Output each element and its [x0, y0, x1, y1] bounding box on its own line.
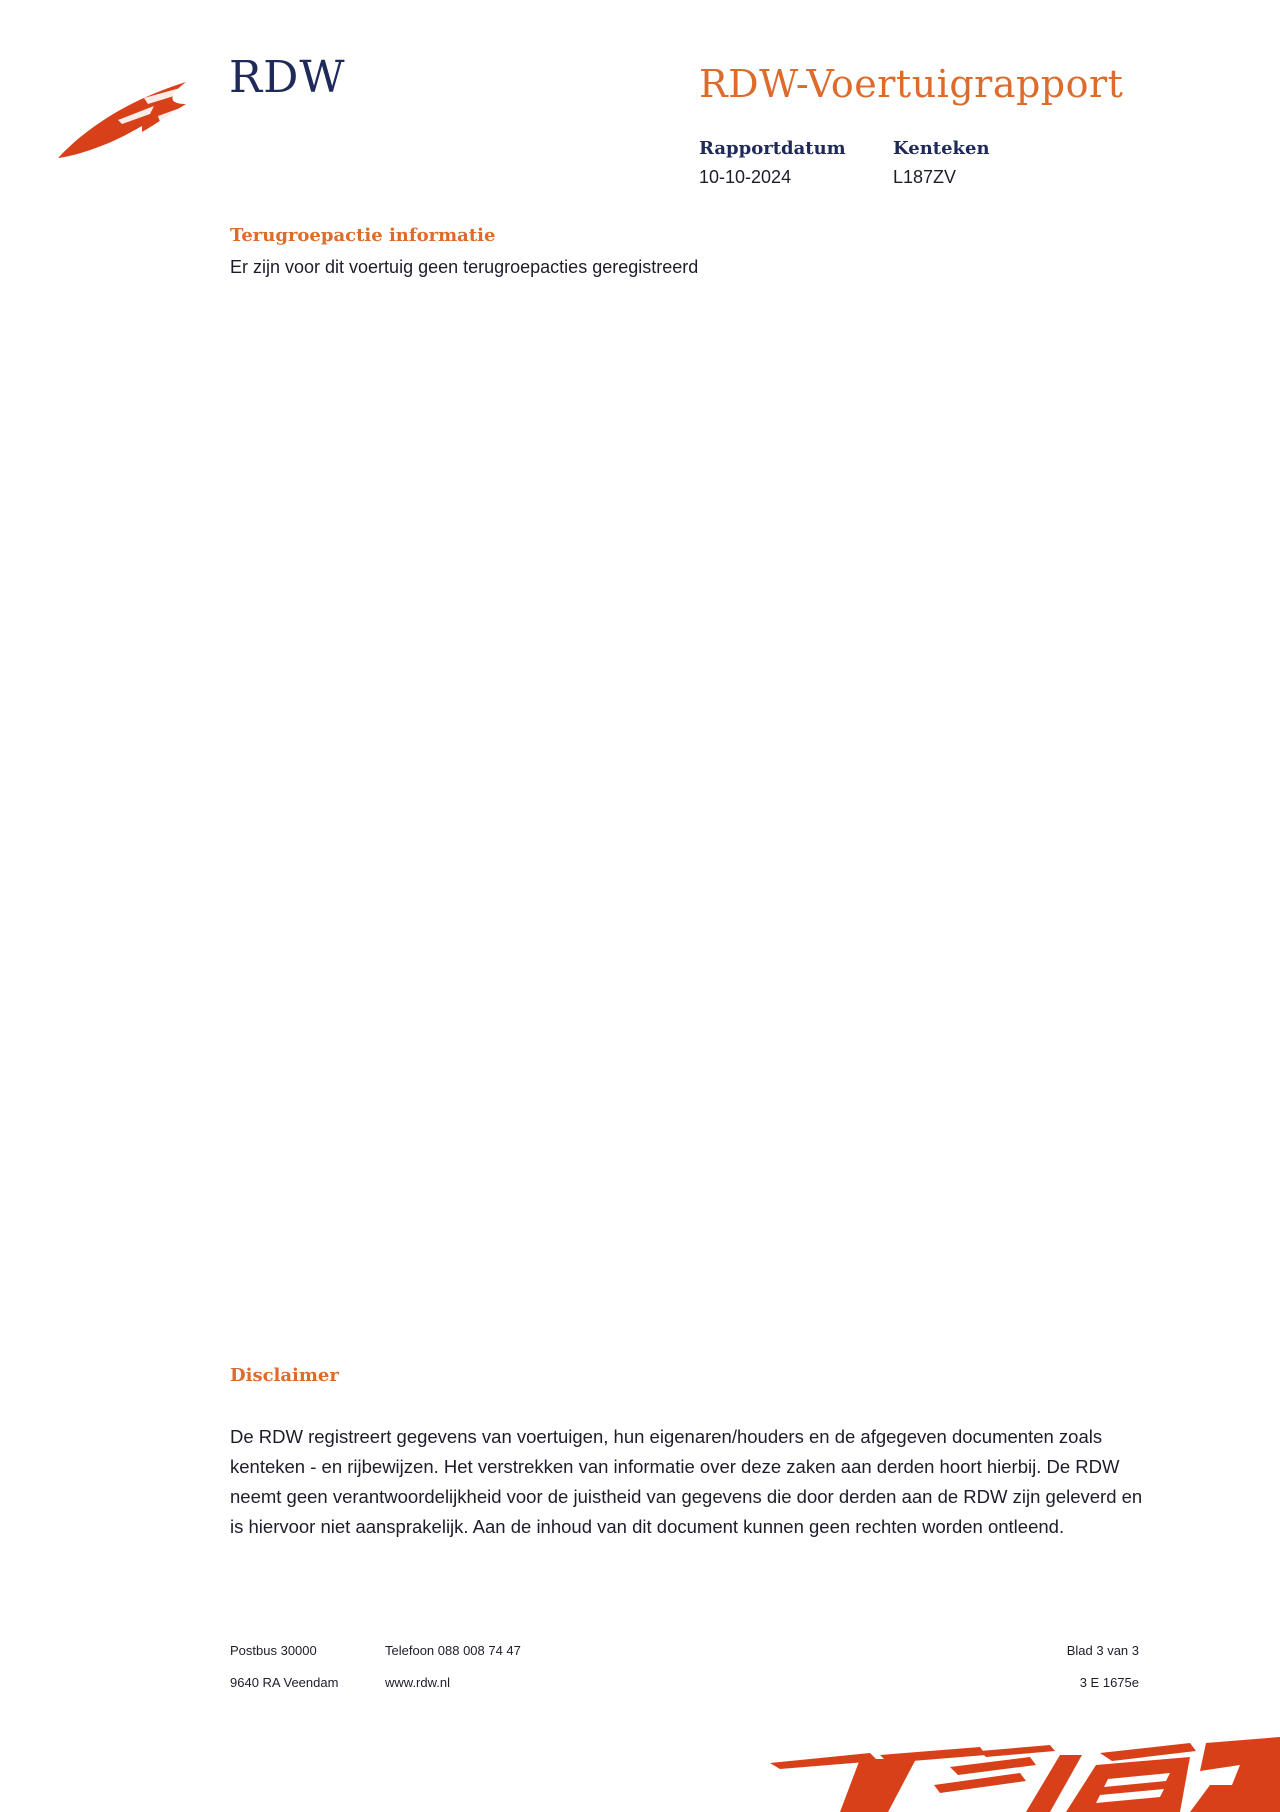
footer-page-number: Blad 3 van 3 — [1066, 1643, 1139, 1658]
footer-address-line2: 9640 RA Veendam — [230, 1675, 339, 1690]
disclaimer-heading: Disclaimer — [230, 1365, 339, 1386]
rdw-wing-logo-icon — [58, 80, 208, 162]
license-plate-value: L187ZV — [893, 167, 957, 187]
footer-address-line1: Postbus 30000 — [230, 1643, 317, 1658]
recall-text: Er zijn voor dit voertuig geen terugroepacties geregistreerd — [230, 257, 699, 277]
report-title: RDW-Voertuigrapport — [699, 62, 1124, 106]
footer-website[interactable]: www.rdw.nl — [385, 1675, 451, 1690]
recall-heading: Terugroepactie informatie — [230, 225, 496, 246]
footer-phone: Telefoon 088 008 74 47 — [385, 1643, 521, 1658]
footer-doc-code: 3 E 1675e — [1079, 1675, 1139, 1690]
report-date-value: 10-10-2024 — [699, 167, 792, 187]
license-plate-label: Kenteken — [893, 138, 990, 159]
report-date-label: Rapportdatum — [699, 138, 846, 159]
logo-text: RDW — [229, 52, 346, 103]
disclaimer-text: De RDW registreert gegevens van voertuigen, hun eigenaren/houders en de afgegeven documenten zoals kenteken - en rijbewijzen. Het verstrekken van informatie over deze zaken aan derden hoort hierbij. De RDW neemt geen verantwoordelijkheid voor de juistheid van gegevens die door derden aan de RDW zijn geleverd en is hiervoor niet aansprakelijk. Aan de inhoud van dit document kunnen geen rechten worden ontleend. — [230, 1426, 1143, 1537]
report-date-block — [699, 138, 846, 188]
rdw-stripes-graphic — [720, 1735, 1280, 1812]
license-plate-block — [893, 138, 990, 188]
